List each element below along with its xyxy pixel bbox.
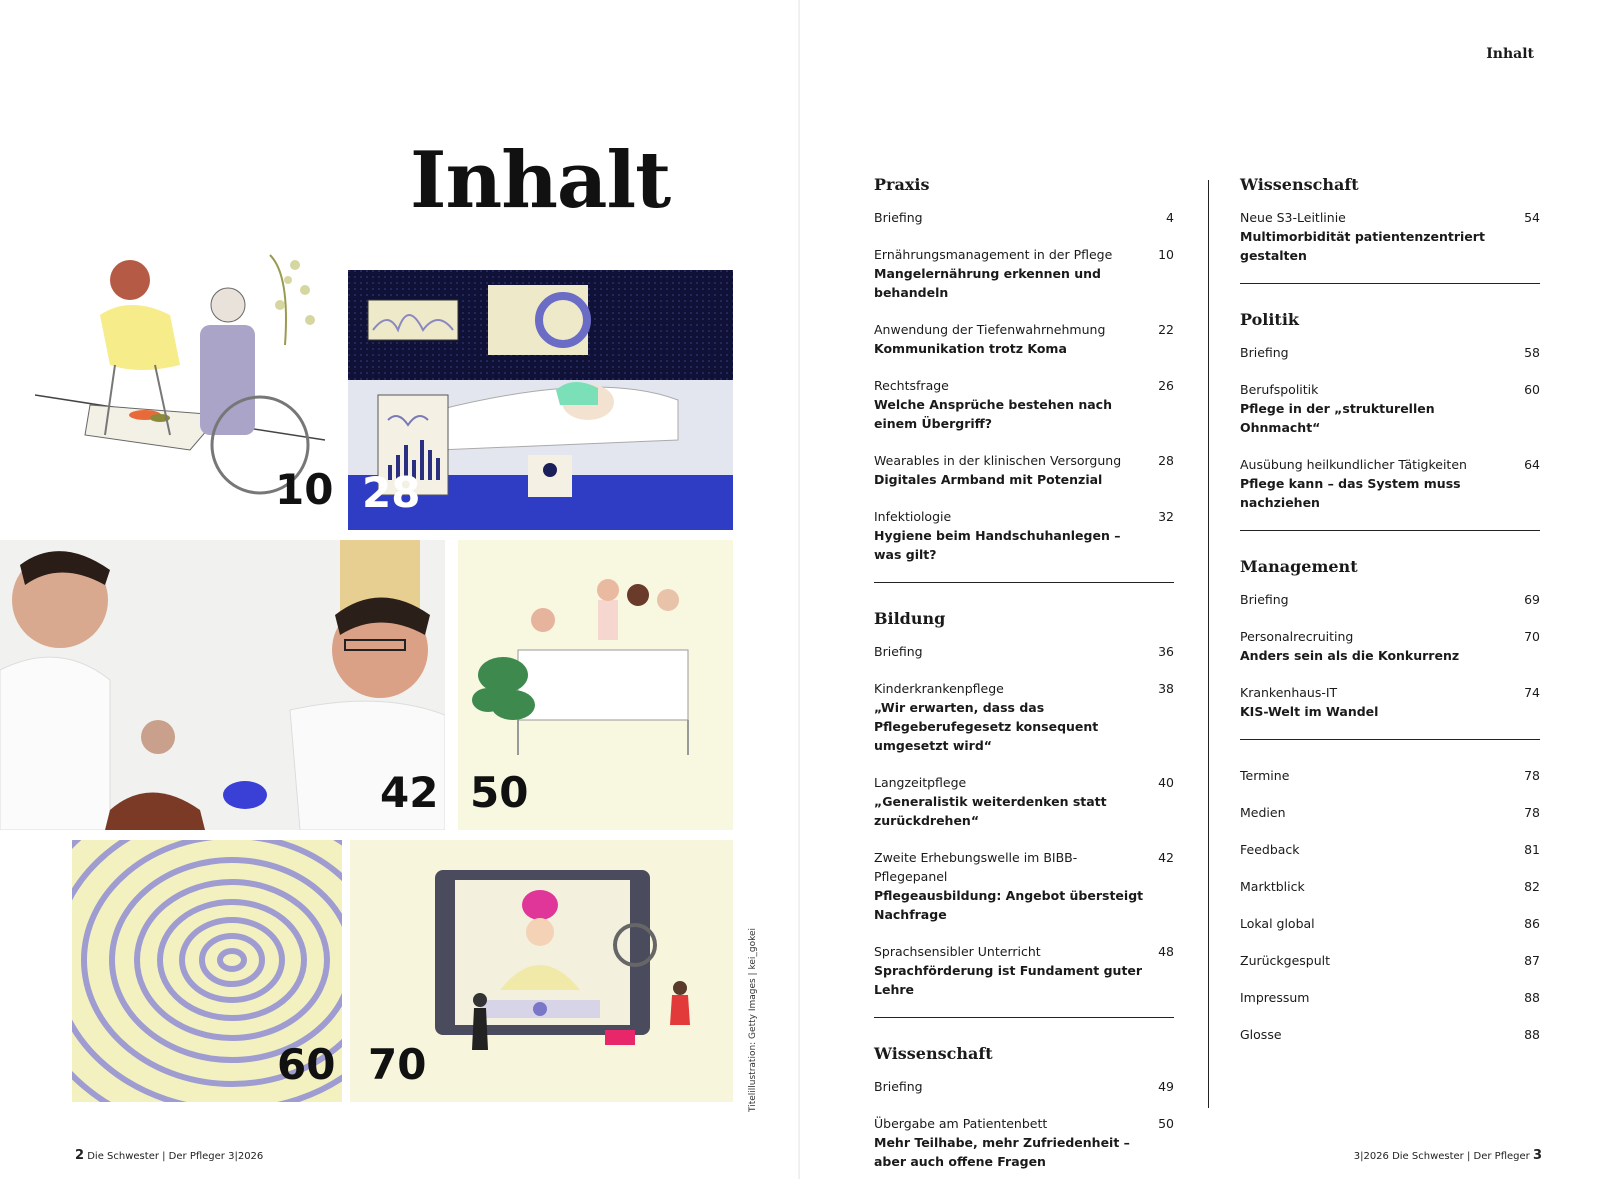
toc-subtitle: Digitales Armband mit Potenzial — [874, 472, 1103, 487]
image-credit: Titelillustration: Getty Images | kei_gokei — [748, 927, 758, 1112]
page-number: 2 — [75, 1148, 85, 1163]
entry-list — [874, 1077, 1174, 1171]
tile-number: 28 — [362, 468, 421, 517]
toc-entry[interactable] — [1240, 1025, 1540, 1044]
section-title: Politik — [1240, 310, 1299, 329]
toc-subtitle: „Wir erwarten, dass das Pflegeberufegesetz konsequent umgesetzt wird“ — [874, 700, 1099, 753]
toc-entry[interactable] — [1240, 627, 1540, 665]
toc-page-number: 50 — [1158, 1116, 1174, 1131]
toc-entry[interactable] — [1240, 455, 1540, 512]
toc-subtitle: Mangelernährung erkennen und behandeln — [874, 266, 1101, 300]
toc-page-number: 81 — [1524, 842, 1540, 857]
toc-entry-text — [1240, 683, 1515, 721]
toc-entry-text — [1240, 840, 1515, 859]
toc-subtitle: Pflegeausbildung: Angebot übersteigt Nachfrage — [874, 888, 1144, 922]
toc-entry[interactable] — [874, 773, 1174, 830]
toc-page-number: 26 — [1158, 378, 1174, 393]
toc-page-number: 48 — [1158, 944, 1174, 959]
running-header: Inhalt — [1486, 46, 1534, 62]
toc-entry-text — [874, 507, 1149, 564]
toc-page-number: 82 — [1524, 879, 1540, 894]
toc-entry[interactable] — [1240, 877, 1540, 896]
tile-number: 60 — [277, 1040, 336, 1089]
section-praxis — [874, 175, 1174, 564]
toc-entry[interactable] — [874, 1077, 1174, 1096]
toc-page-number: 22 — [1158, 322, 1174, 337]
illustration-pediatrics — [458, 540, 733, 830]
toc-subtitle: Mehr Teilhabe, mehr Zufriedenheit – aber auch offene Fragen — [874, 1135, 1130, 1169]
toc-subtitle: Hygiene beim Handschuhanlegen – was gilt? — [874, 528, 1121, 562]
toc-entry-text — [874, 1077, 1149, 1096]
toc-entry[interactable] — [874, 642, 1174, 661]
footer-text: Die Schwester | Der Pfleger 3|2026 — [87, 1151, 264, 1162]
toc-entry-text — [874, 451, 1149, 489]
toc-page-number: 88 — [1524, 990, 1540, 1005]
toc-entry-text — [874, 208, 1149, 227]
toc-page-number: 86 — [1524, 916, 1540, 931]
section-misc — [1240, 766, 1540, 1044]
toc-page-number: 10 — [1158, 247, 1174, 262]
page-title: Inhalt — [410, 135, 671, 226]
toc-entry[interactable] — [874, 848, 1174, 924]
toc-entry-text — [874, 320, 1149, 358]
column-divider — [1208, 180, 1209, 1108]
entry-list — [1240, 766, 1540, 1044]
toc-page-number: 40 — [1158, 775, 1174, 790]
toc-entry-text — [874, 245, 1149, 302]
toc-entry-text — [1240, 627, 1515, 665]
toc-page-number: 32 — [1158, 509, 1174, 524]
section-title: Bildung — [874, 609, 946, 628]
toc-kicker: Neue S3-Leitlinie — [1240, 210, 1346, 225]
toc-kicker: Wearables in der klinischen Versorgung — [874, 453, 1122, 468]
toc-entry-text — [1240, 343, 1515, 362]
toc-page-number: 4 — [1166, 210, 1174, 225]
toc-entry[interactable] — [874, 320, 1174, 358]
toc-kicker: Sprachsensibler Unterricht — [874, 944, 1041, 959]
section-divider — [874, 582, 1174, 583]
toc-entry-text — [1240, 877, 1515, 896]
section-politik — [1240, 310, 1540, 512]
toc-subtitle: Pflege kann – das System muss nachziehen — [1240, 476, 1461, 510]
toc-entry-text — [874, 773, 1149, 830]
toc-page-number: 49 — [1158, 1079, 1174, 1094]
toc-page-number: 64 — [1524, 457, 1540, 472]
toc-column-left — [874, 175, 1174, 1189]
toc-entry-text — [874, 1114, 1149, 1171]
toc-entry[interactable] — [1240, 590, 1540, 609]
section-divider — [1240, 283, 1540, 284]
footer-text: 3|2026 Die Schwester | Der Pfleger — [1353, 1151, 1530, 1162]
toc-entry-text — [1240, 951, 1515, 970]
section-title: Wissenschaft — [874, 1044, 993, 1063]
toc-entry[interactable] — [1240, 208, 1540, 265]
tile-number: 42 — [380, 768, 439, 817]
toc-kicker: Zweite Erhebungswelle im BIBB-Pflegepanel — [874, 850, 1078, 884]
toc-entry-text — [874, 376, 1149, 433]
toc-page-number: 28 — [1158, 453, 1174, 468]
toc-subtitle: Welche Ansprüche bestehen nach einem Übergriff? — [874, 397, 1112, 431]
toc-kicker: Ausübung heilkundlicher Tätigkeiten — [1240, 457, 1467, 472]
toc-kicker: Medien — [1240, 805, 1286, 820]
page-number: 3 — [1532, 1148, 1542, 1163]
toc-kicker: Zurückgespult — [1240, 953, 1331, 968]
toc-kicker: Personalrecruiting — [1240, 629, 1354, 644]
left-page — [0, 0, 800, 1179]
toc-kicker: Infektiologie — [874, 509, 952, 524]
entry-list — [874, 208, 1174, 564]
toc-kicker: Briefing — [874, 1079, 923, 1094]
toc-page-number: 42 — [1158, 850, 1174, 865]
toc-entry-text — [874, 848, 1149, 924]
section-title: Wissenschaft — [1240, 175, 1359, 194]
illustration-recruiting — [350, 840, 733, 1102]
toc-page-number: 88 — [1524, 1027, 1540, 1042]
section-divider — [1240, 530, 1540, 531]
toc-kicker: Impressum — [1240, 990, 1310, 1005]
toc-column-right — [1240, 175, 1540, 1062]
toc-entry[interactable] — [874, 208, 1174, 227]
toc-entry[interactable] — [874, 507, 1174, 564]
toc-kicker: Briefing — [874, 210, 923, 225]
toc-page-number: 87 — [1524, 953, 1540, 968]
toc-page-number: 36 — [1158, 644, 1174, 659]
entry-list — [1240, 590, 1540, 721]
toc-entry-text — [1240, 590, 1515, 609]
toc-kicker: Krankenhaus-IT — [1240, 685, 1338, 700]
toc-kicker: Termine — [1240, 768, 1290, 783]
toc-entry[interactable] — [874, 451, 1174, 489]
toc-kicker: Anwendung der Tiefenwahrnehmung — [874, 322, 1106, 337]
toc-entry-text — [1240, 1025, 1515, 1044]
toc-entry[interactable] — [1240, 803, 1540, 822]
toc-kicker: Berufspolitik — [1240, 382, 1319, 397]
section-bildung — [874, 609, 1174, 999]
entry-list — [874, 642, 1174, 999]
toc-kicker: Rechtsfrage — [874, 378, 949, 393]
toc-kicker: Langzeitpflege — [874, 775, 967, 790]
toc-entry[interactable] — [874, 245, 1174, 302]
section-divider — [874, 1017, 1174, 1018]
toc-entry-text — [1240, 455, 1515, 512]
toc-page-number: 70 — [1524, 629, 1540, 644]
toc-subtitle: Sprachförderung ist Fundament guter Lehre — [874, 963, 1143, 997]
toc-kicker: Übergabe am Patientenbett — [874, 1116, 1048, 1131]
toc-entry-text — [1240, 208, 1515, 265]
toc-page-number: 69 — [1524, 592, 1540, 607]
footer-left — [75, 1148, 263, 1163]
toc-entry[interactable] — [1240, 766, 1540, 785]
toc-entry[interactable] — [1240, 380, 1540, 437]
toc-subtitle: „Generalistik weiterdenken statt zurückdrehen“ — [874, 794, 1107, 828]
toc-entry[interactable] — [874, 1114, 1174, 1171]
illustration-nutrition — [30, 235, 345, 525]
toc-entry[interactable] — [1240, 988, 1540, 1007]
toc-entry[interactable] — [1240, 840, 1540, 859]
toc-subtitle: KIS-Welt im Wandel — [1240, 704, 1379, 719]
section-title: Management — [1240, 557, 1358, 576]
toc-kicker: Ernährungsmanagement in der Pflege — [874, 247, 1113, 262]
photo-nurses — [0, 540, 445, 830]
toc-page-number: 38 — [1158, 681, 1174, 696]
toc-page-number: 74 — [1524, 685, 1540, 700]
toc-entry-text — [1240, 380, 1515, 437]
toc-entry-text — [1240, 914, 1515, 933]
toc-subtitle: Pflege in der „strukturellen Ohnmacht“ — [1240, 401, 1435, 435]
section-divider — [1240, 739, 1540, 740]
toc-kicker: Briefing — [1240, 345, 1289, 360]
toc-entry[interactable] — [874, 679, 1174, 755]
toc-subtitle: Multimorbidität patientenzentriert gestalten — [1240, 229, 1485, 263]
section-wissenschaft — [1240, 175, 1540, 265]
toc-page-number: 78 — [1524, 805, 1540, 820]
toc-entry-text — [1240, 988, 1515, 1007]
illustration-wearables — [348, 270, 733, 530]
toc-kicker: Lokal global — [1240, 916, 1315, 931]
toc-entry[interactable] — [1240, 683, 1540, 721]
illustration-pattern — [72, 840, 342, 1102]
toc-kicker: Briefing — [874, 644, 923, 659]
toc-kicker: Briefing — [1240, 592, 1289, 607]
toc-entry[interactable] — [1240, 914, 1540, 933]
toc-entry[interactable] — [874, 942, 1174, 999]
tile-number: 70 — [368, 1040, 427, 1089]
toc-kicker: Feedback — [1240, 842, 1300, 857]
section-wissenschaft — [874, 1044, 1174, 1171]
toc-kicker: Glosse — [1240, 1027, 1282, 1042]
toc-entry-text — [874, 942, 1149, 999]
toc-subtitle: Anders sein als die Konkurrenz — [1240, 648, 1460, 663]
toc-entry[interactable] — [1240, 951, 1540, 970]
toc-page-number: 78 — [1524, 768, 1540, 783]
toc-page-number: 60 — [1524, 382, 1540, 397]
footer-right — [1354, 1148, 1542, 1163]
tile-number: 10 — [275, 465, 334, 514]
toc-entry[interactable] — [874, 376, 1174, 433]
toc-entry-text — [1240, 766, 1515, 785]
toc-kicker: Marktblick — [1240, 879, 1305, 894]
section-title: Praxis — [874, 175, 930, 194]
toc-page-number: 54 — [1524, 210, 1540, 225]
tile-number: 50 — [470, 768, 529, 817]
toc-entry[interactable] — [1240, 343, 1540, 362]
toc-kicker: Kinderkrankenpflege — [874, 681, 1004, 696]
toc-entry-text — [1240, 803, 1515, 822]
toc-subtitle: Kommunikation trotz Koma — [874, 341, 1067, 356]
toc-entry-text — [874, 679, 1149, 755]
entry-list — [1240, 208, 1540, 265]
toc-page-number: 58 — [1524, 345, 1540, 360]
entry-list — [1240, 343, 1540, 512]
section-management — [1240, 557, 1540, 721]
toc-entry-text — [874, 642, 1149, 661]
